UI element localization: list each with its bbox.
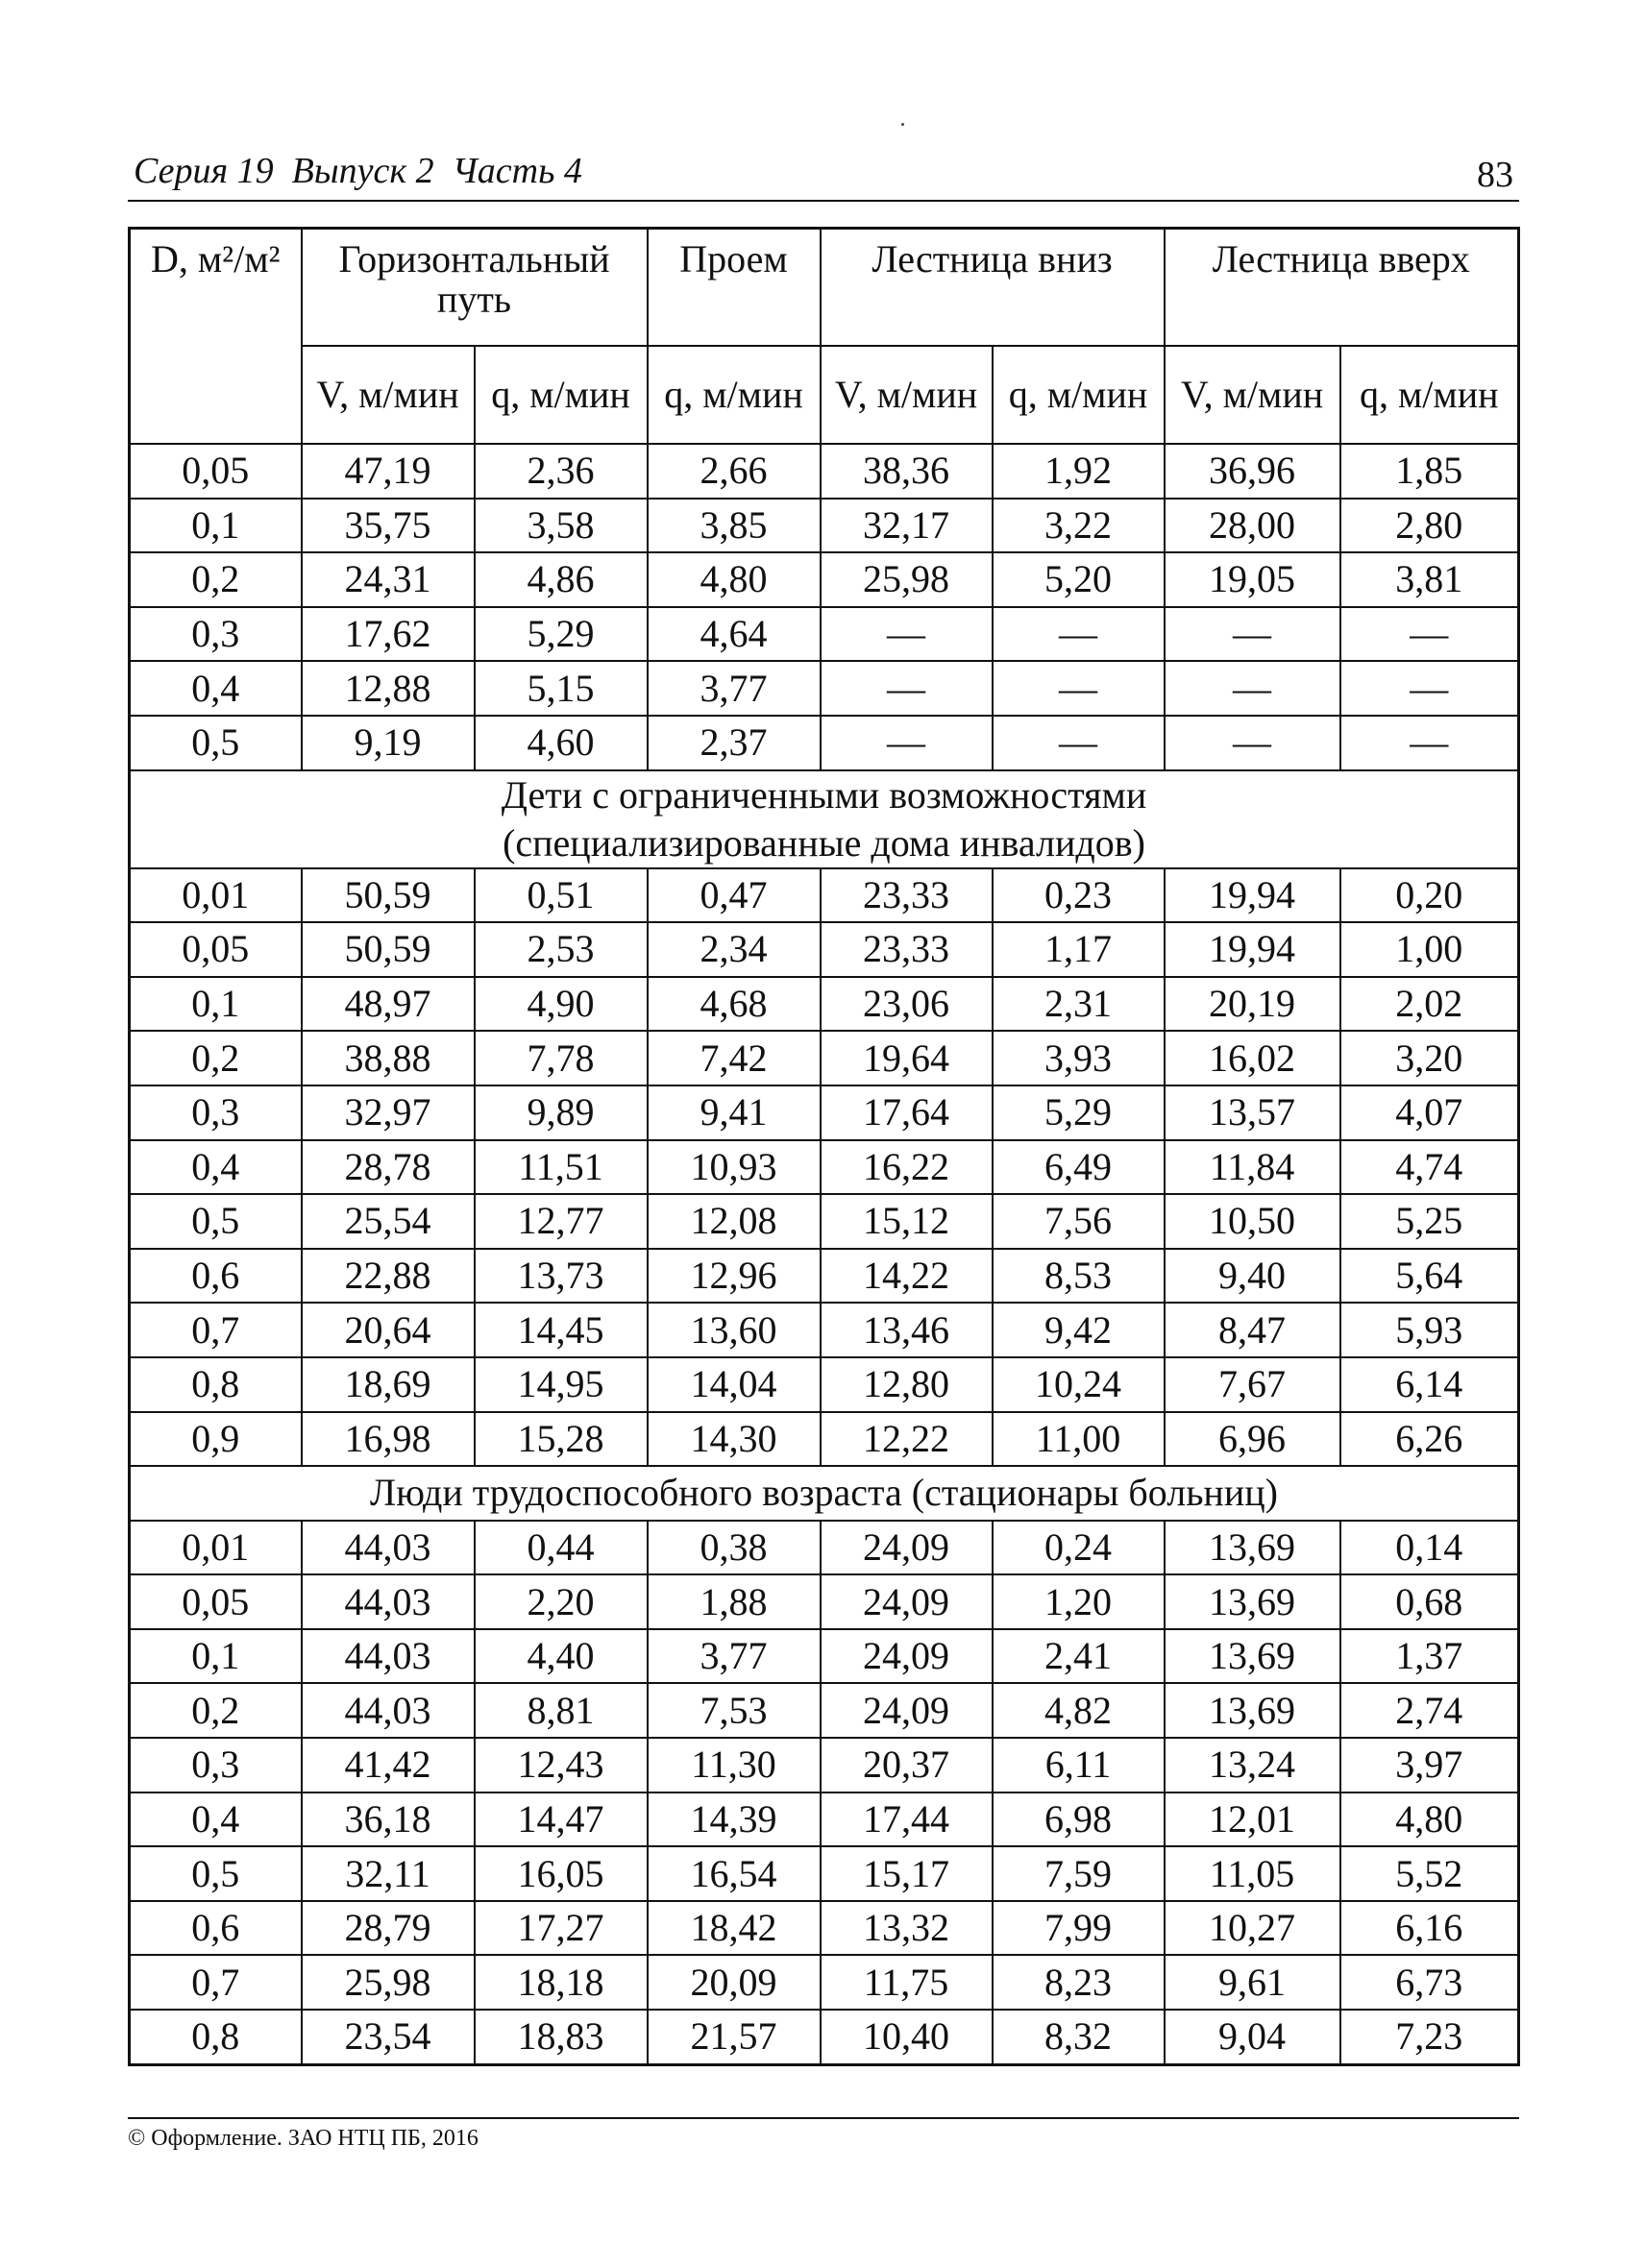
- table-body: [130, 444, 1519, 2064]
- value-cell: 25,98: [302, 1955, 475, 2010]
- value-cell: 2,36: [475, 444, 648, 499]
- value-cell: 32,17: [821, 499, 993, 553]
- value-cell: 1,85: [1340, 444, 1519, 499]
- value-cell: 32,11: [302, 1846, 475, 1901]
- value-cell: 21,57: [648, 2010, 821, 2064]
- density-cell: 0,5: [130, 1194, 302, 1249]
- value-cell: 4,80: [1340, 1792, 1519, 1847]
- subheader-cell: V, м/мин: [821, 346, 993, 444]
- table-row: [130, 661, 1519, 716]
- value-cell: 6,98: [993, 1792, 1165, 1847]
- value-cell: 44,03: [302, 1629, 475, 1684]
- value-cell: 5,29: [993, 1085, 1165, 1140]
- table-row: [130, 1031, 1519, 1085]
- value-cell: 13,60: [648, 1303, 821, 1357]
- section-title-row: [130, 770, 1519, 868]
- value-cell: 11,75: [821, 1955, 993, 2010]
- density-cell: 0,01: [130, 1521, 302, 1575]
- value-cell: —: [1165, 607, 1340, 662]
- value-cell: 35,75: [302, 499, 475, 553]
- value-cell: 4,90: [475, 977, 648, 1032]
- density-cell: 0,3: [130, 1738, 302, 1792]
- table-row: [130, 552, 1519, 607]
- value-cell: 6,14: [1340, 1357, 1519, 1412]
- density-cell: 0,9: [130, 1412, 302, 1467]
- value-cell: 20,37: [821, 1738, 993, 1792]
- value-cell: 7,42: [648, 1031, 821, 1085]
- value-cell: 9,89: [475, 1085, 648, 1140]
- value-cell: 4,64: [648, 607, 821, 662]
- value-cell: 16,54: [648, 1846, 821, 1901]
- value-cell: 18,69: [302, 1357, 475, 1412]
- value-cell: 13,69: [1165, 1629, 1340, 1684]
- value-cell: 9,61: [1165, 1955, 1340, 2010]
- value-cell: 9,41: [648, 1085, 821, 1140]
- table-row: [130, 1085, 1519, 1140]
- value-cell: 14,22: [821, 1249, 993, 1304]
- value-cell: —: [821, 607, 993, 662]
- value-cell: 8,32: [993, 2010, 1165, 2064]
- density-column-header-label: D, м²/м²: [150, 237, 281, 280]
- value-cell: 2,34: [648, 922, 821, 977]
- value-cell: —: [1165, 716, 1340, 770]
- value-cell: 8,81: [475, 1683, 648, 1738]
- value-cell: 20,19: [1165, 977, 1340, 1032]
- value-cell: 3,77: [648, 661, 821, 716]
- value-cell: 38,88: [302, 1031, 475, 1085]
- value-cell: 7,67: [1165, 1357, 1340, 1412]
- section-title: [130, 1466, 1519, 1521]
- value-cell: 24,09: [821, 1629, 993, 1684]
- value-cell: 1,00: [1340, 922, 1519, 977]
- value-cell: 1,37: [1340, 1629, 1519, 1684]
- value-cell: 25,54: [302, 1194, 475, 1249]
- value-cell: 11,05: [1165, 1846, 1340, 1901]
- value-cell: 16,22: [821, 1140, 993, 1195]
- density-cell: 0,6: [130, 1249, 302, 1304]
- density-cell: 0,3: [130, 1085, 302, 1140]
- value-cell: 38,36: [821, 444, 993, 499]
- value-cell: 2,53: [475, 922, 648, 977]
- value-cell: 3,58: [475, 499, 648, 553]
- table-row: [130, 1683, 1519, 1738]
- value-cell: —: [1340, 607, 1519, 662]
- value-cell: 2,41: [993, 1629, 1165, 1684]
- value-cell: 14,47: [475, 1792, 648, 1847]
- page-number: 83: [1477, 155, 1513, 195]
- value-cell: 14,30: [648, 1412, 821, 1467]
- value-cell: 5,20: [993, 552, 1165, 607]
- density-cell: 0,5: [130, 716, 302, 770]
- value-cell: 2,02: [1340, 977, 1519, 1032]
- subheader-cell: q, м/мин: [648, 346, 821, 444]
- table-row: [130, 1574, 1519, 1629]
- value-cell: 2,80: [1340, 499, 1519, 553]
- subheader-row: [130, 346, 1519, 444]
- value-cell: —: [821, 661, 993, 716]
- value-cell: 44,03: [302, 1574, 475, 1629]
- value-cell: 44,03: [302, 1521, 475, 1575]
- value-cell: 6,96: [1165, 1412, 1340, 1467]
- value-cell: 15,17: [821, 1846, 993, 1901]
- value-cell: —: [1165, 661, 1340, 716]
- value-cell: 0,38: [648, 1521, 821, 1575]
- value-cell: 36,96: [1165, 444, 1340, 499]
- value-cell: 7,53: [648, 1683, 821, 1738]
- value-cell: 18,83: [475, 2010, 648, 2064]
- table-row: [130, 977, 1519, 1032]
- table-row: [130, 922, 1519, 977]
- value-cell: 10,40: [821, 2010, 993, 2064]
- table-row: [130, 2010, 1519, 2064]
- value-cell: 15,28: [475, 1412, 648, 1467]
- value-cell: 8,53: [993, 1249, 1165, 1304]
- value-cell: 6,11: [993, 1738, 1165, 1792]
- table-row: [130, 1303, 1519, 1357]
- value-cell: —: [1340, 661, 1519, 716]
- value-cell: 17,44: [821, 1792, 993, 1847]
- horizontal-path-header: Горизонтальный путь: [302, 229, 648, 347]
- value-cell: 0,24: [993, 1521, 1165, 1575]
- value-cell: 5,15: [475, 661, 648, 716]
- value-cell: 7,78: [475, 1031, 648, 1085]
- value-cell: 12,01: [1165, 1792, 1340, 1847]
- density-cell: 0,8: [130, 1357, 302, 1412]
- value-cell: 18,18: [475, 1955, 648, 2010]
- value-cell: 13,57: [1165, 1085, 1340, 1140]
- density-cell: 0,7: [130, 1955, 302, 2010]
- value-cell: 17,27: [475, 1901, 648, 1956]
- value-cell: 41,42: [302, 1738, 475, 1792]
- section-title-line: (специализированные дома инвалидов): [503, 820, 1145, 865]
- value-cell: 7,23: [1340, 2010, 1519, 2064]
- value-cell: 1,20: [993, 1574, 1165, 1629]
- value-cell: 47,19: [302, 444, 475, 499]
- copyright-footer: © Оформление. ЗАО НТЦ ПБ, 2016: [128, 2126, 479, 2151]
- value-cell: 3,97: [1340, 1738, 1519, 1792]
- value-cell: 12,77: [475, 1194, 648, 1249]
- value-cell: 12,43: [475, 1738, 648, 1792]
- value-cell: 9,42: [993, 1303, 1165, 1357]
- value-cell: 22,88: [302, 1249, 475, 1304]
- table-row: [130, 1140, 1519, 1195]
- value-cell: 19,64: [821, 1031, 993, 1085]
- value-cell: 12,22: [821, 1412, 993, 1467]
- value-cell: 23,06: [821, 977, 993, 1032]
- value-cell: 14,95: [475, 1357, 648, 1412]
- density-column-header: [130, 229, 302, 445]
- density-cell: 0,3: [130, 607, 302, 662]
- value-cell: 16,98: [302, 1412, 475, 1467]
- value-cell: 24,09: [821, 1574, 993, 1629]
- value-cell: 5,64: [1340, 1249, 1519, 1304]
- value-cell: 13,24: [1165, 1738, 1340, 1792]
- density-cell: 0,05: [130, 444, 302, 499]
- value-cell: 13,69: [1165, 1521, 1340, 1575]
- value-cell: 0,23: [993, 868, 1165, 923]
- value-cell: 7,56: [993, 1194, 1165, 1249]
- value-cell: 16,05: [475, 1846, 648, 1901]
- value-cell: 14,45: [475, 1303, 648, 1357]
- value-cell: 2,20: [475, 1574, 648, 1629]
- value-cell: 3,77: [648, 1629, 821, 1684]
- table-row: [130, 1412, 1519, 1467]
- table-row: [130, 1846, 1519, 1901]
- density-cell: 0,4: [130, 1140, 302, 1195]
- subheader-cell: q, м/мин: [993, 346, 1165, 444]
- value-cell: 5,25: [1340, 1194, 1519, 1249]
- density-cell: 0,01: [130, 868, 302, 923]
- value-cell: 9,40: [1165, 1249, 1340, 1304]
- value-cell: 20,64: [302, 1303, 475, 1357]
- density-cell: 0,2: [130, 1683, 302, 1738]
- value-cell: 12,80: [821, 1357, 993, 1412]
- value-cell: 5,29: [475, 607, 648, 662]
- value-cell: 10,24: [993, 1357, 1165, 1412]
- density-cell: 0,4: [130, 661, 302, 716]
- value-cell: 2,37: [648, 716, 821, 770]
- running-header: [128, 144, 1519, 202]
- table-row: [130, 1194, 1519, 1249]
- value-cell: 13,69: [1165, 1683, 1340, 1738]
- value-cell: 13,32: [821, 1901, 993, 1956]
- value-cell: 11,51: [475, 1140, 648, 1195]
- density-cell: 0,1: [130, 1629, 302, 1684]
- value-cell: 3,93: [993, 1031, 1165, 1085]
- value-cell: 19,94: [1165, 868, 1340, 923]
- section-title: [130, 770, 1519, 868]
- value-cell: 10,27: [1165, 1901, 1340, 1956]
- value-cell: 0,47: [648, 868, 821, 923]
- value-cell: 4,82: [993, 1683, 1165, 1738]
- value-cell: —: [1340, 716, 1519, 770]
- value-cell: 6,49: [993, 1140, 1165, 1195]
- stairs-up-header: Лестница вверх: [1165, 229, 1519, 347]
- value-cell: 36,18: [302, 1792, 475, 1847]
- density-cell: 0,1: [130, 499, 302, 553]
- density-cell: 0,6: [130, 1901, 302, 1956]
- table-row: [130, 1901, 1519, 1956]
- stairs-down-header: Лестница вниз: [821, 229, 1165, 347]
- value-cell: 4,68: [648, 977, 821, 1032]
- scan-speck: [901, 123, 904, 126]
- value-cell: 0,14: [1340, 1521, 1519, 1575]
- value-cell: 9,04: [1165, 2010, 1340, 2064]
- value-cell: 1,92: [993, 444, 1165, 499]
- footer-divider: [128, 2117, 1519, 2119]
- value-cell: 6,16: [1340, 1901, 1519, 1956]
- value-cell: 13,73: [475, 1249, 648, 1304]
- value-cell: 4,60: [475, 716, 648, 770]
- value-cell: 25,98: [821, 552, 993, 607]
- value-cell: 5,52: [1340, 1846, 1519, 1901]
- value-cell: 1,88: [648, 1574, 821, 1629]
- value-cell: —: [993, 661, 1165, 716]
- table-row: [130, 499, 1519, 553]
- subheader-cell: q, м/мин: [475, 346, 648, 444]
- value-cell: 19,94: [1165, 922, 1340, 977]
- value-cell: 28,78: [302, 1140, 475, 1195]
- table-row: [130, 1521, 1519, 1575]
- value-cell: 12,96: [648, 1249, 821, 1304]
- value-cell: 10,93: [648, 1140, 821, 1195]
- value-cell: 0,68: [1340, 1574, 1519, 1629]
- table-row: [130, 1629, 1519, 1684]
- value-cell: 24,09: [821, 1521, 993, 1575]
- value-cell: 14,39: [648, 1792, 821, 1847]
- value-cell: 0,44: [475, 1521, 648, 1575]
- value-cell: 2,31: [993, 977, 1165, 1032]
- table-row: [130, 444, 1519, 499]
- value-cell: 20,09: [648, 1955, 821, 2010]
- value-cell: 6,73: [1340, 1955, 1519, 2010]
- table-row: [130, 607, 1519, 662]
- density-cell: 0,4: [130, 1792, 302, 1847]
- value-cell: 48,97: [302, 977, 475, 1032]
- section-title-row: [130, 1466, 1519, 1521]
- density-cell: 0,5: [130, 1846, 302, 1901]
- table-row: [130, 1738, 1519, 1792]
- value-cell: 8,23: [993, 1955, 1165, 2010]
- value-cell: 11,30: [648, 1738, 821, 1792]
- table-row: [130, 1955, 1519, 2010]
- value-cell: 23,33: [821, 922, 993, 977]
- value-cell: 19,05: [1165, 552, 1340, 607]
- value-cell: 23,33: [821, 868, 993, 923]
- value-cell: 28,00: [1165, 499, 1340, 553]
- value-cell: 7,59: [993, 1846, 1165, 1901]
- value-cell: 1,17: [993, 922, 1165, 977]
- value-cell: 13,69: [1165, 1574, 1340, 1629]
- value-cell: 12,88: [302, 661, 475, 716]
- value-cell: —: [993, 607, 1165, 662]
- value-cell: 11,00: [993, 1412, 1165, 1467]
- value-cell: 8,47: [1165, 1303, 1340, 1357]
- value-cell: 9,19: [302, 716, 475, 770]
- value-cell: 3,22: [993, 499, 1165, 553]
- value-cell: 16,02: [1165, 1031, 1340, 1085]
- series-title: Серия 19 Выпуск 2 Часть 4: [134, 151, 582, 191]
- value-cell: 28,79: [302, 1901, 475, 1956]
- value-cell: 4,86: [475, 552, 648, 607]
- density-cell: 0,8: [130, 2010, 302, 2064]
- table-row: [130, 716, 1519, 770]
- value-cell: 44,03: [302, 1683, 475, 1738]
- section-title-line: Дети с ограниченными возможностями: [501, 772, 1147, 817]
- density-cell: 0,2: [130, 1031, 302, 1085]
- value-cell: 32,97: [302, 1085, 475, 1140]
- value-cell: 7,99: [993, 1901, 1165, 1956]
- table-row: [130, 1357, 1519, 1412]
- density-cell: 0,05: [130, 1574, 302, 1629]
- value-cell: 2,74: [1340, 1683, 1519, 1738]
- value-cell: 0,51: [475, 868, 648, 923]
- value-cell: 4,74: [1340, 1140, 1519, 1195]
- evacuation-parameters-table: [128, 227, 1520, 2066]
- subheader-cell: V, м/мин: [302, 346, 475, 444]
- section-title-line: Люди трудоспособного возраста (стационары больниц): [370, 1471, 1278, 1515]
- value-cell: 5,93: [1340, 1303, 1519, 1357]
- density-cell: 0,05: [130, 922, 302, 977]
- value-cell: 10,50: [1165, 1194, 1340, 1249]
- value-cell: 3,85: [648, 499, 821, 553]
- value-cell: 2,66: [648, 444, 821, 499]
- value-cell: 11,84: [1165, 1140, 1340, 1195]
- table-row: [130, 868, 1519, 923]
- value-cell: 50,59: [302, 922, 475, 977]
- subheader-cell: q, м/мин: [1340, 346, 1519, 444]
- value-cell: —: [821, 716, 993, 770]
- value-cell: 13,46: [821, 1303, 993, 1357]
- value-cell: —: [993, 716, 1165, 770]
- value-cell: 50,59: [302, 868, 475, 923]
- value-cell: 4,40: [475, 1629, 648, 1684]
- table-row: [130, 1249, 1519, 1304]
- value-cell: 14,04: [648, 1357, 821, 1412]
- density-cell: 0,2: [130, 552, 302, 607]
- subheader-cell: V, м/мин: [1165, 346, 1340, 444]
- value-cell: 6,26: [1340, 1412, 1519, 1467]
- value-cell: 15,12: [821, 1194, 993, 1249]
- value-cell: 24,31: [302, 552, 475, 607]
- value-cell: 4,07: [1340, 1085, 1519, 1140]
- value-cell: 23,54: [302, 2010, 475, 2064]
- value-cell: 3,81: [1340, 552, 1519, 607]
- table-row: [130, 1792, 1519, 1847]
- value-cell: 18,42: [648, 1901, 821, 1956]
- value-cell: 24,09: [821, 1683, 993, 1738]
- value-cell: 4,80: [648, 552, 821, 607]
- value-cell: 3,20: [1340, 1031, 1519, 1085]
- value-cell: 17,64: [821, 1085, 993, 1140]
- value-cell: 12,08: [648, 1194, 821, 1249]
- value-cell: 0,20: [1340, 868, 1519, 923]
- value-cell: 17,62: [302, 607, 475, 662]
- opening-header: Проем: [648, 229, 821, 347]
- density-cell: 0,7: [130, 1303, 302, 1357]
- density-cell: 0,1: [130, 977, 302, 1032]
